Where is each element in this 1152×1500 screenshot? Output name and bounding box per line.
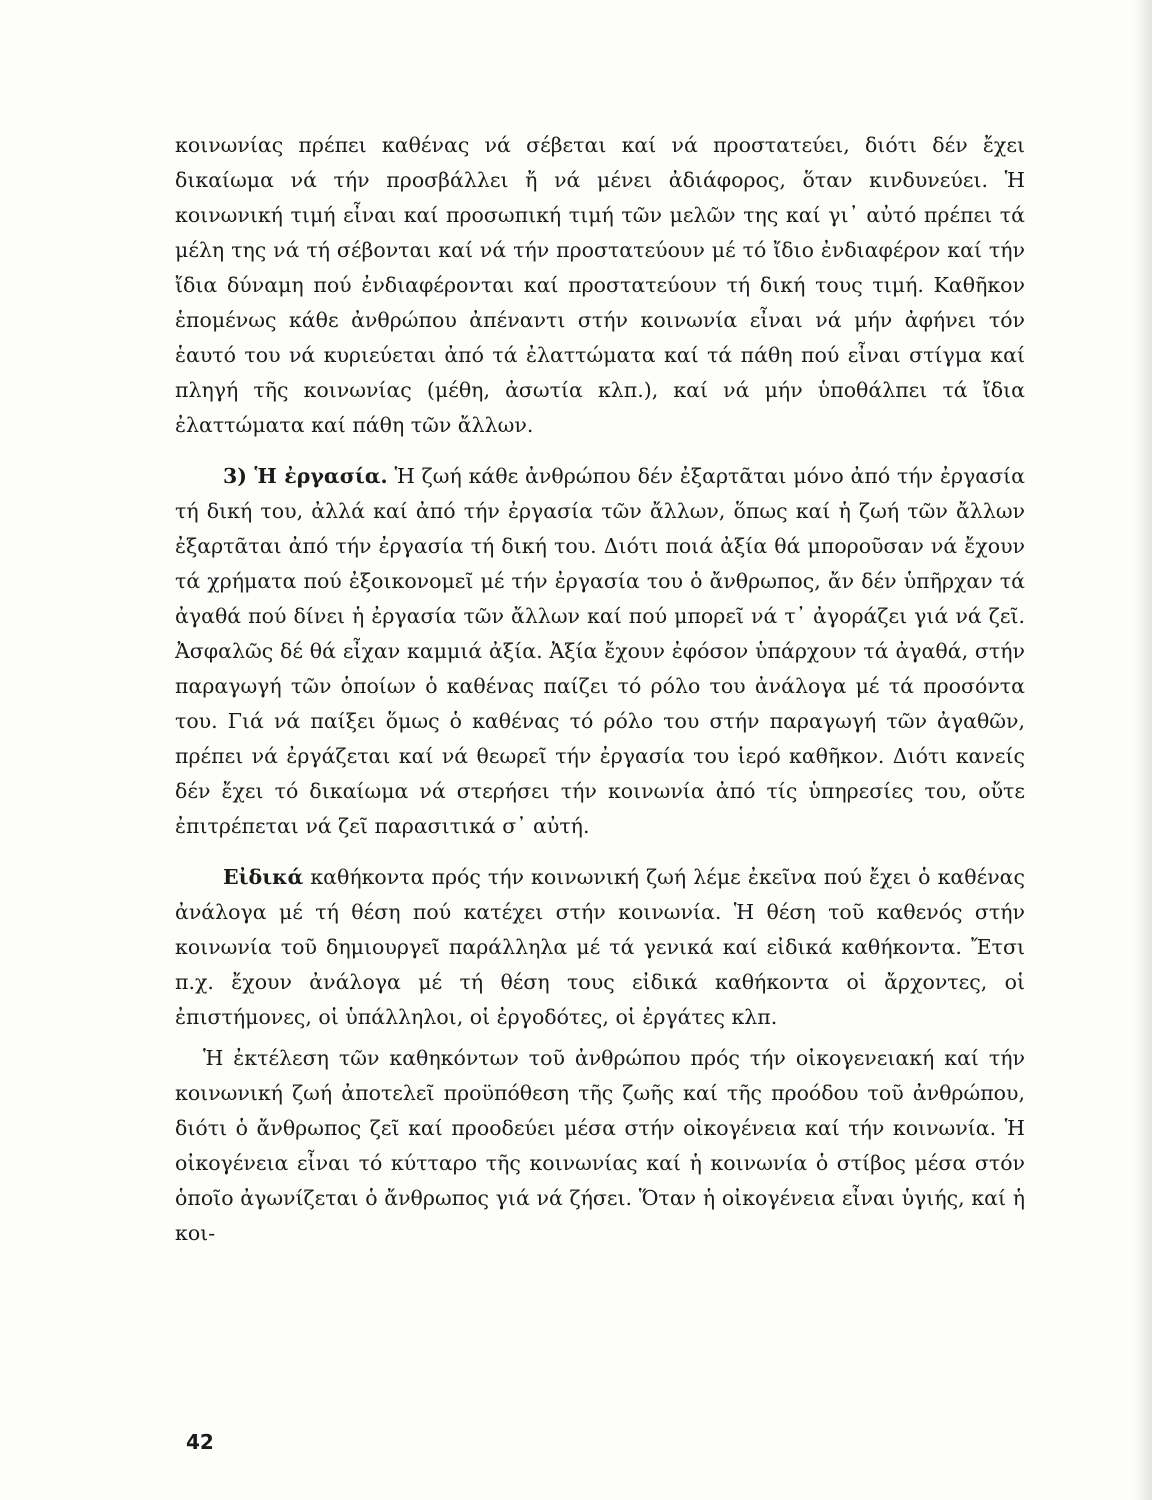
paragraph-social-honor: κοινωνίας πρέπει καθένας νά σέβεται καί νά προστατεύει, διότι δέν ἔχει δικαίωμα νά τήν προσβάλλει ἤ νά μένει ἀδιάφορος, ὅταν κινδυνεύει. Ἡ κοινωνική τιμή εἶναι καί προσωπική τιμή τῶν μελῶν της καί γι᾽ αὐτό πρέπει τά μέλη της νά τή σέβονται καί νά τήν προστατεύουν μέ τό ἴδιο ἐνδιαφέρον καί τήν ἴδια δύναμη πού ἐνδιαφέρονται καί προστατεύουν τή δική τους τιμή. Καθῆκον ἑπομένως κάθε ἀνθρώπου ἀπέναντι στήν κοινωνία εἶναι νά μήν ἀφήνει τόν ἑαυτό του νά κυριεύεται ἀπό τά ἐλαττώματα καί τά πάθη πού εἶναι στίγμα καί πληγή τῆς κοινωνίας (μέθη, ἀσωτία κλπ.), καί νά μήν ὑποθάλπει τά ἴδια ἐλαττώματα καί πάθη τῶν ἄλλων. [175, 133, 1025, 437]
section-work-text: Ἡ ζωή κάθε ἀνθρώπου δέν ἐξαρτᾶται μόνο ἀπό τήν ἐργασία τή δική του, ἀλλά καί ἀπό τήν ἐργασία τῶν ἄλλων, ὅπως καί ἡ ζωή τῶν ἄλλων ἐξαρτᾶται ἀπό τήν ἐργασία τή δική του. Διότι ποιά ἀξία θά μποροῦσαν νά ἔχουν τά χρήματα πού ἐξοικονομεῖ μέ τήν ἐργασία του ὁ ἄνθρωπος, ἄν δέν ὑπῆρχαν τά ἀγαθά πού δίνει ἡ ἐργασία τῶν ἄλλων καί πού μπορεῖ νά τ᾽ ἀγοράζει γιά νά ζεῖ. Ἀσφαλῶς δέ θά εἶχαν καμμιά ἀξία. Ἀξία ἔχουν ἐφόσον ὑπάρχουν τά ἀγαθά, στήν παραγωγή τῶν ὁποίων ὁ καθένας παίζει τό ρόλο του ἀνάλογα μέ τά προσόντα του. Γιά νά παίξει ὅμως ὁ καθένας τό ρόλο του στήν παραγωγή τῶν ἀγαθῶν, πρέπει νά ἐργάζεται καί νά θεωρεῖ τήν ἐργασία του ἱερό καθῆκον. Διότι κανείς δέν ἔχει τό δικαίωμα νά στερήσει τήν κοινωνία ἀπό τίς ὑπηρεσίες του, οὔτε ἐπιτρέπεται νά ζεῖ παρασιτικά σ᾽ αὐτή. [175, 464, 1025, 838]
page-number: 42 [186, 1430, 214, 1454]
paragraph-special-duties [175, 860, 1025, 1035]
section-heading-work: 3) Ἡ ἐργασία. [223, 464, 388, 488]
page-text-body [175, 128, 1025, 1251]
special-duties-text: καθήκοντα πρός τήν κοινωνική ζωή λέμε ἐκεῖνα πού ἔχει ὁ καθένας ἀνάλογα μέ τή θέση πού κατέχει στήν κοινωνία. Ἡ θέση τοῦ καθενός στήν κοινωνία τοῦ δημιουργεῖ παράλληλα μέ τά γενικά καί εἰδικά καθήκοντα. Ἔτσι π.χ. ἔχουν ἀνάλογα μέ τή θέση τους εἰδικά καθήκοντα οἱ ἄρχοντες, οἱ ἐπιστήμονες, οἱ ὑπάλληλοι, οἱ ἐργοδότες, οἱ ἐργάτες κλπ. [175, 865, 1025, 1029]
paragraph-family-society: Ἡ ἐκτέλεση τῶν καθηκόντων τοῦ ἀνθρώπου πρός τήν οἰκογενειακή καί τήν κοινωνική ζωή ἀποτελεῖ προϋπόθεση τῆς ζωῆς καί τῆς προόδου τοῦ ἀνθρώπου, διότι ὁ ἄνθρωπος ζεῖ καί προοδεύει μέσα στήν οἰκογένεια καί τήν κοινωνία. Ἡ οἰκογένεια εἶναι τό κύτταρο τῆς κοινωνίας καί ἡ κοινωνία ὁ στίβος μέσα στόν ὁποῖο ἀγωνίζεται ὁ ἄνθρωπος γιά νά ζήσει. Ὅταν ἡ οἰκογένεια εἶναι ὑγιής, καί ἡ κοι- [175, 1046, 1025, 1245]
page-edge-shadow [1134, 0, 1152, 1500]
special-duties-lead: Εἰδικά [223, 865, 304, 889]
paragraph-work [175, 459, 1025, 844]
